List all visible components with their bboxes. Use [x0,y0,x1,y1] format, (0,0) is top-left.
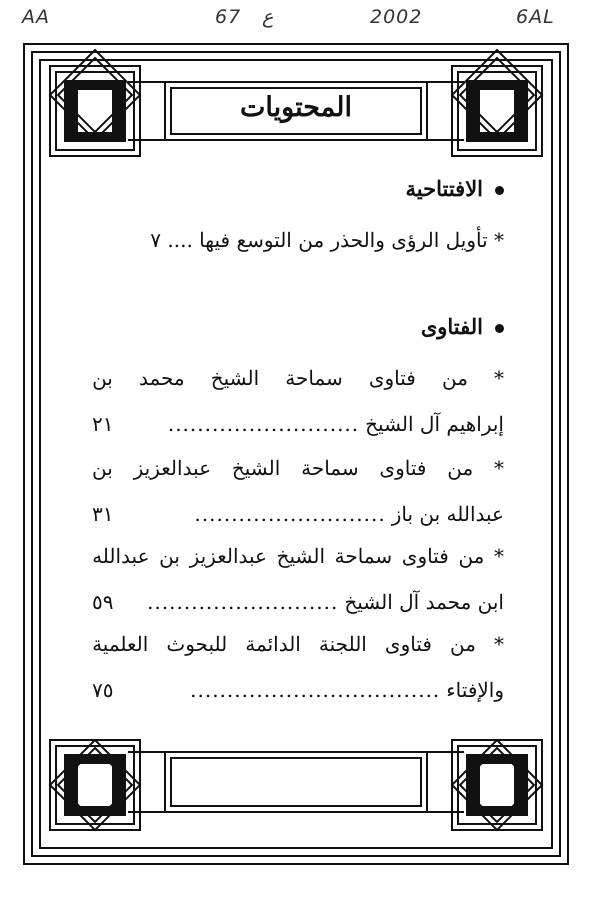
word: العلمية [92,632,149,656]
toc-entry-3-line-1 [92,456,504,480]
page-title: المحتويات [239,92,353,123]
toc-entry-4-line-2: ابن محمد آل الشيخ .......................... ٥٩ [92,590,504,614]
word: سماحة [334,544,393,568]
word: من [458,544,485,568]
word: اللجنة [318,632,367,656]
word: فتاوى [368,366,416,390]
word: * [494,544,504,568]
word: فتاوى [384,632,432,656]
word: بن [92,366,113,390]
word: محمد [138,366,185,390]
word: سماحة [285,366,343,390]
word: الشيخ [276,544,326,568]
toc-entry-1: * تأويل الرؤى والحذر من التوسع فيها .... ٧ [150,228,504,252]
word: الدائمة [245,632,301,656]
word: سماحة [301,456,359,480]
word: من [447,456,474,480]
word: فتاوى [401,544,449,568]
toc-entry-3-line-2: عبدالله بن باز .......................... ٣١ [92,502,504,526]
page-number: ٥٩ [92,590,114,614]
page-number: ٧٥ [92,678,114,702]
word: الشيخ [210,366,260,390]
section-heading-1: الافتتاحية [406,176,505,201]
bullet-icon [495,324,504,333]
page-number: ٣١ [92,502,114,526]
toc-entry-5-line-1 [92,632,504,656]
word: بن [92,456,113,480]
bullet-icon [495,186,504,195]
word: * [494,366,504,390]
word: من [450,632,476,656]
word: الشيخ [231,456,281,480]
word: * [494,632,504,656]
page-number: ٢١ [92,412,114,436]
word: عبدالعزيز [133,456,212,480]
word: للبحوث [166,632,228,656]
toc-entry-5-line-2: والإفتاء .................................. ٧٥ [92,678,504,702]
word: عبدالعزيز [189,544,267,568]
toc-entry-2-line-1 [92,366,504,390]
handwritten-mark-1: AA [22,6,50,28]
handwritten-mark-5: 6AL [516,6,555,28]
word: فتاوى [379,456,427,480]
word: من [441,366,468,390]
toc-entry-2-line-2: إبراهيم آل الشيخ .......................... ٢١ [92,412,504,436]
toc-entry-4-line-1 [92,544,504,568]
word: عبدالله [92,544,150,568]
section-heading-2: الفتاوى [421,314,504,339]
handwritten-mark-2: 67 [215,6,242,28]
word: * [494,456,504,480]
handwritten-mark-4: 2002 [370,6,423,28]
handwritten-mark-3: ع [262,6,274,28]
word: بن [159,544,180,568]
